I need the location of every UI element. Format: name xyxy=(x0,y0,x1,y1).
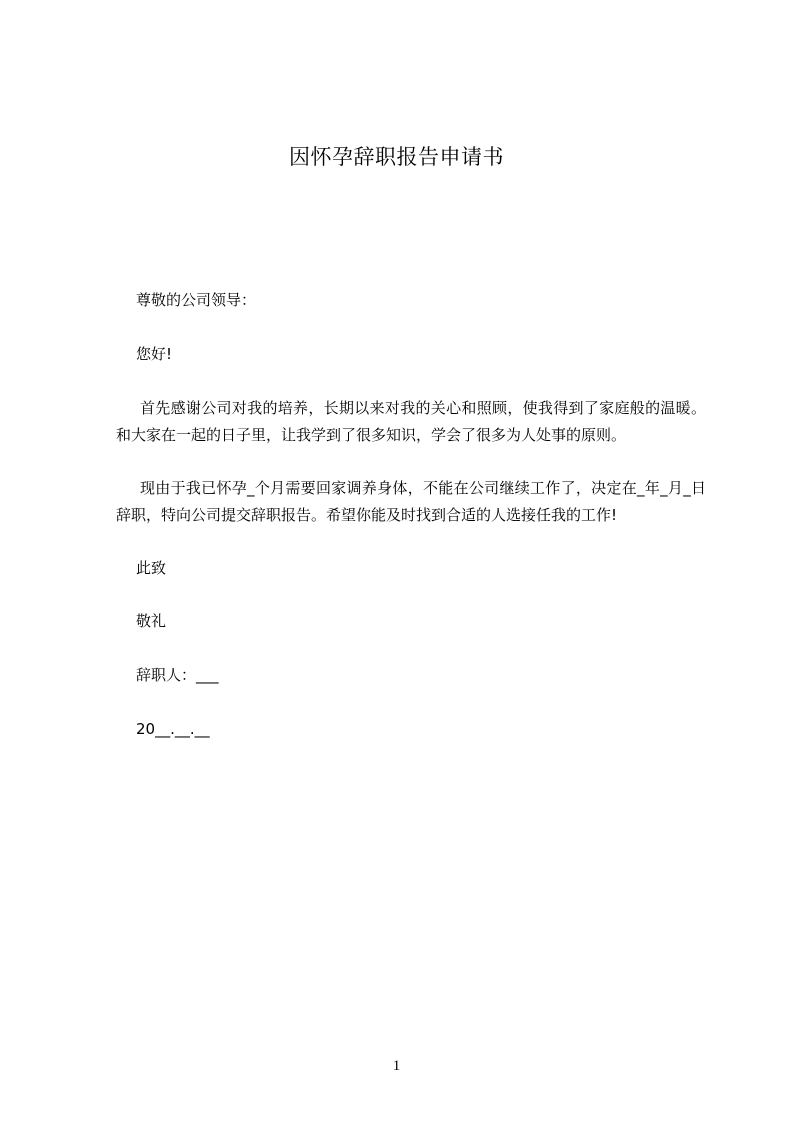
greeting: 您好! xyxy=(136,345,173,363)
body-paragraph-1: 首先感谢公司对我的培养，长期以来对我的关心和照顾，使我得到了家庭般的温暖。和大家在一起的日子里，让我学到了很多知识，学会了很多为人处事的原则。 xyxy=(116,399,706,444)
page-number: 1 xyxy=(392,1058,401,1074)
closing-line-1: 此致 xyxy=(136,559,167,577)
closing-line-2: 敬礼 xyxy=(136,612,167,630)
salutation: 尊敬的公司领导： xyxy=(136,291,257,309)
signer-line: 辞职人：___ xyxy=(136,666,219,684)
date-line: 20__.__.__ xyxy=(136,720,210,738)
document-title: 因怀孕辞职报告申请书 xyxy=(289,145,504,169)
body-paragraph-2: 现由于我已怀孕_个月需要回家调养身体，不能在公司继续工作了，决定在_年_月_日辞职，特向公司提交辞职报告。希望你能及时找到合适的人选接任我的工作! xyxy=(116,479,706,524)
